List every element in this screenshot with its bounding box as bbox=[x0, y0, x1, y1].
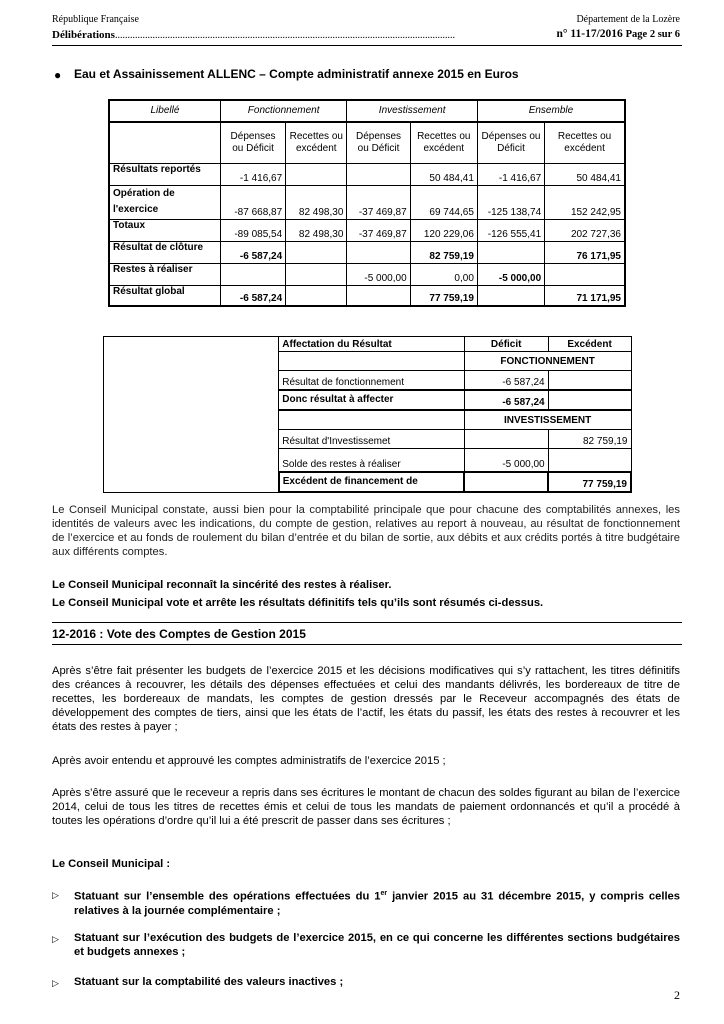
empty-cell bbox=[104, 337, 279, 493]
cell: 152 242,95 bbox=[545, 186, 625, 220]
paragraph-sincerite: Le Conseil Municipal reconnaît la sincérité des restes à réaliser. bbox=[52, 579, 392, 591]
cell bbox=[286, 164, 347, 186]
header-republic: République Française bbox=[52, 14, 139, 25]
r5-excedent: 77 759,19 bbox=[548, 472, 631, 492]
section2-title: 12-2016 : Vote des Comptes de Gestion 2015 bbox=[52, 627, 306, 641]
excedent-header: Excédent bbox=[548, 337, 631, 352]
col-libelle: Libellé bbox=[109, 100, 220, 122]
cell bbox=[347, 242, 410, 264]
cell bbox=[347, 164, 410, 186]
table-row bbox=[109, 264, 625, 286]
header-dots: ........................................................................................................................................ bbox=[114, 30, 455, 41]
affectation-table bbox=[103, 336, 632, 493]
r1-label: Résultat de fonctionnement bbox=[279, 371, 465, 391]
table-row bbox=[109, 286, 625, 306]
cell: -1 416,67 bbox=[477, 164, 544, 186]
table-row bbox=[109, 242, 625, 264]
paragraph-conseil: Le Conseil Municipal : bbox=[52, 858, 171, 870]
cell: -37 469,87 bbox=[347, 186, 410, 220]
header-number-line bbox=[555, 28, 681, 40]
row-label: Résultat de clôture bbox=[109, 242, 220, 264]
header-department: Département de la Lozère bbox=[576, 14, 680, 25]
paragraph-entendu: Après avoir entendu et approuvé les comptes administratifs de l’exercice 2015 ; bbox=[52, 755, 446, 767]
r4-label: Solde des restes à réaliser bbox=[279, 449, 465, 473]
col-fonctionnement: Fonctionnement bbox=[220, 100, 346, 122]
cell: -1 416,67 bbox=[220, 164, 285, 186]
empty-cell bbox=[279, 410, 465, 430]
cell: -126 555,41 bbox=[477, 220, 544, 242]
sub-dep: Dépenses ou Déficit bbox=[347, 122, 410, 164]
cell: 82 759,19 bbox=[410, 242, 477, 264]
section-title: Eau et Assainissement ALLENC – Compte administratif annexe 2015 en Euros bbox=[74, 67, 519, 81]
arrow-bullet-icon: ▷ bbox=[52, 978, 59, 988]
empty-cell bbox=[548, 449, 631, 473]
empty-cell bbox=[548, 371, 631, 391]
table-row bbox=[109, 220, 625, 242]
header-number: n° 11-17/2016 bbox=[556, 28, 623, 40]
row-label: Restes à réaliser bbox=[109, 264, 220, 286]
affectation-title: Affectation du Résultat bbox=[279, 337, 465, 352]
empty-cell bbox=[548, 390, 631, 410]
cell bbox=[286, 242, 347, 264]
cell bbox=[347, 286, 410, 306]
statuant-execution: Statuant sur l’exécution des budgets de l’exercice 2015, en ce qui concerne les différentes sections budgétaires et budgets annexes ; bbox=[74, 932, 680, 958]
cell bbox=[220, 264, 285, 286]
header-rule bbox=[52, 45, 682, 46]
col-investissement: Investissement bbox=[347, 100, 477, 122]
section-rule-top bbox=[52, 622, 682, 623]
b1-text: Statuant sur l’ensemble des opérations effectuées du 1 bbox=[74, 890, 381, 903]
row-label: Résultats reportés bbox=[109, 164, 220, 186]
sub-dep: Dépenses ou Déficit bbox=[220, 122, 285, 164]
r3-excedent: 82 759,19 bbox=[548, 430, 631, 449]
investissement-header: INVESTISSEMENT bbox=[464, 410, 631, 430]
cell bbox=[286, 264, 347, 286]
header-deliberations: Délibérations bbox=[52, 29, 115, 41]
cell: -5 000,00 bbox=[477, 264, 544, 286]
paragraph-receveur: Après s’être assuré que le receveur a repris dans ses écritures le montant de chacun des soldes figurant au bilan de l’exercice 2014, celui de tous les titres de recettes émis et celui de tous les mandats de paiement ordonnancés et qu’il a procédé à toutes les opérations d’ordre qu’il lui a été prescrit de passer dans ses écritures ; bbox=[52, 787, 680, 827]
cell bbox=[545, 264, 625, 286]
b1-sup: er bbox=[380, 890, 388, 897]
sub-rec: Recettes ou excédent bbox=[545, 122, 625, 164]
cell bbox=[477, 242, 544, 264]
bullet-dot: ● bbox=[54, 68, 62, 82]
cell: 76 171,95 bbox=[545, 242, 625, 264]
cell: 120 229,06 bbox=[410, 220, 477, 242]
cell: 77 759,19 bbox=[410, 286, 477, 306]
cell: -37 469,87 bbox=[347, 220, 410, 242]
cell: 202 727,36 bbox=[545, 220, 625, 242]
section-rule-bottom bbox=[52, 644, 682, 645]
arrow-bullet-icon: ▷ bbox=[52, 934, 59, 944]
cell: 82 498,30 bbox=[286, 186, 347, 220]
table-row bbox=[109, 164, 625, 186]
cell: -6 587,24 bbox=[220, 286, 285, 306]
cell: 69 744,65 bbox=[410, 186, 477, 220]
compte-administratif-table bbox=[108, 99, 626, 307]
statuant-valeurs: Statuant sur la comptabilité des valeurs inactives ; bbox=[74, 976, 344, 988]
fonctionnement-header: FONCTIONNEMENT bbox=[464, 352, 631, 371]
r3-label: Résultat d'Investissemet bbox=[279, 430, 465, 449]
cell: -125 138,74 bbox=[477, 186, 544, 220]
sub-rec: Recettes ou excédent bbox=[286, 122, 347, 164]
cell: 50 484,41 bbox=[545, 164, 625, 186]
cell: -89 085,54 bbox=[220, 220, 285, 242]
cell bbox=[286, 286, 347, 306]
b1-text-end: janvier 2015 au 31 décembre 2015, y compris celles relatives à la journée complémentaire ; bbox=[74, 890, 680, 917]
cell bbox=[477, 286, 544, 306]
empty-cell bbox=[464, 430, 548, 449]
row-label: Résultat global bbox=[109, 286, 220, 306]
cell: -6 587,24 bbox=[220, 242, 285, 264]
cell: 82 498,30 bbox=[286, 220, 347, 242]
deficit-header: Déficit bbox=[464, 337, 548, 352]
sub-dep: Dépenses ou Déficit bbox=[477, 122, 544, 164]
paragraph-vote: Le Conseil Municipal vote et arrête les résultats définitifs tels qu’ils sont résumés ci-dessus. bbox=[52, 597, 544, 609]
sub-rec: Recettes ou excédent bbox=[410, 122, 477, 164]
statuant-operations bbox=[74, 887, 680, 918]
r1-deficit: -6 587,24 bbox=[464, 371, 548, 391]
cell: -87 668,87 bbox=[220, 186, 285, 220]
r4-deficit: -5 000,00 bbox=[464, 449, 548, 473]
row-label: Opération de l'exercice bbox=[109, 186, 220, 220]
row-label: Totaux bbox=[109, 220, 220, 242]
arrow-bullet-icon: ▷ bbox=[52, 890, 59, 900]
table-row bbox=[109, 186, 625, 220]
paragraph-budgets: Après s’être fait présenter les budgets de l’exercice 2015 et les décisions modificatives qui s’y rattachent, les titres définitifs des créances à recouvrer, les détails des dépenses effectuées et celui des mandants délivrés, les bordereaux de titre de recettes, les bordereaux de mandats, les comptes de gestion dressés par le Receveur accompagnés des états de développement des comptes de tiers, ainsi que les états de l’actif, les états du passif, les états des restes à recouvrer et les états des restes à payer ; bbox=[52, 665, 680, 733]
col-ensemble: Ensemble bbox=[477, 100, 625, 122]
cell: 71 171,95 bbox=[545, 286, 625, 306]
paragraph-constate: Le Conseil Municipal constate, aussi bien pour la comptabilité principale que pour chacune des comptabilités annexes, les identités de valeurs avec les indications, du compte de gestion, relatives au report à nouveau, au résultat de fonctionnement de l’exercice et au fonds de roulement du bilan d’entrée et du bilan de sortie, aux débits et aux crédits portés à titre budgétaire aux différents comptes. bbox=[52, 504, 680, 558]
empty-cell bbox=[464, 472, 548, 492]
cell: 0,00 bbox=[410, 264, 477, 286]
empty-cell bbox=[279, 352, 465, 371]
header-page: Page 2 sur 6 bbox=[625, 29, 680, 40]
cell: 50 484,41 bbox=[410, 164, 477, 186]
r5-label: Excédent de financement de bbox=[279, 472, 465, 492]
sub-empty bbox=[109, 122, 220, 164]
cell: -5 000,00 bbox=[347, 264, 410, 286]
r2-label: Donc résultat à affecter bbox=[279, 390, 465, 410]
page-number: 2 bbox=[674, 988, 680, 1002]
r2-deficit: -6 587,24 bbox=[464, 390, 548, 410]
